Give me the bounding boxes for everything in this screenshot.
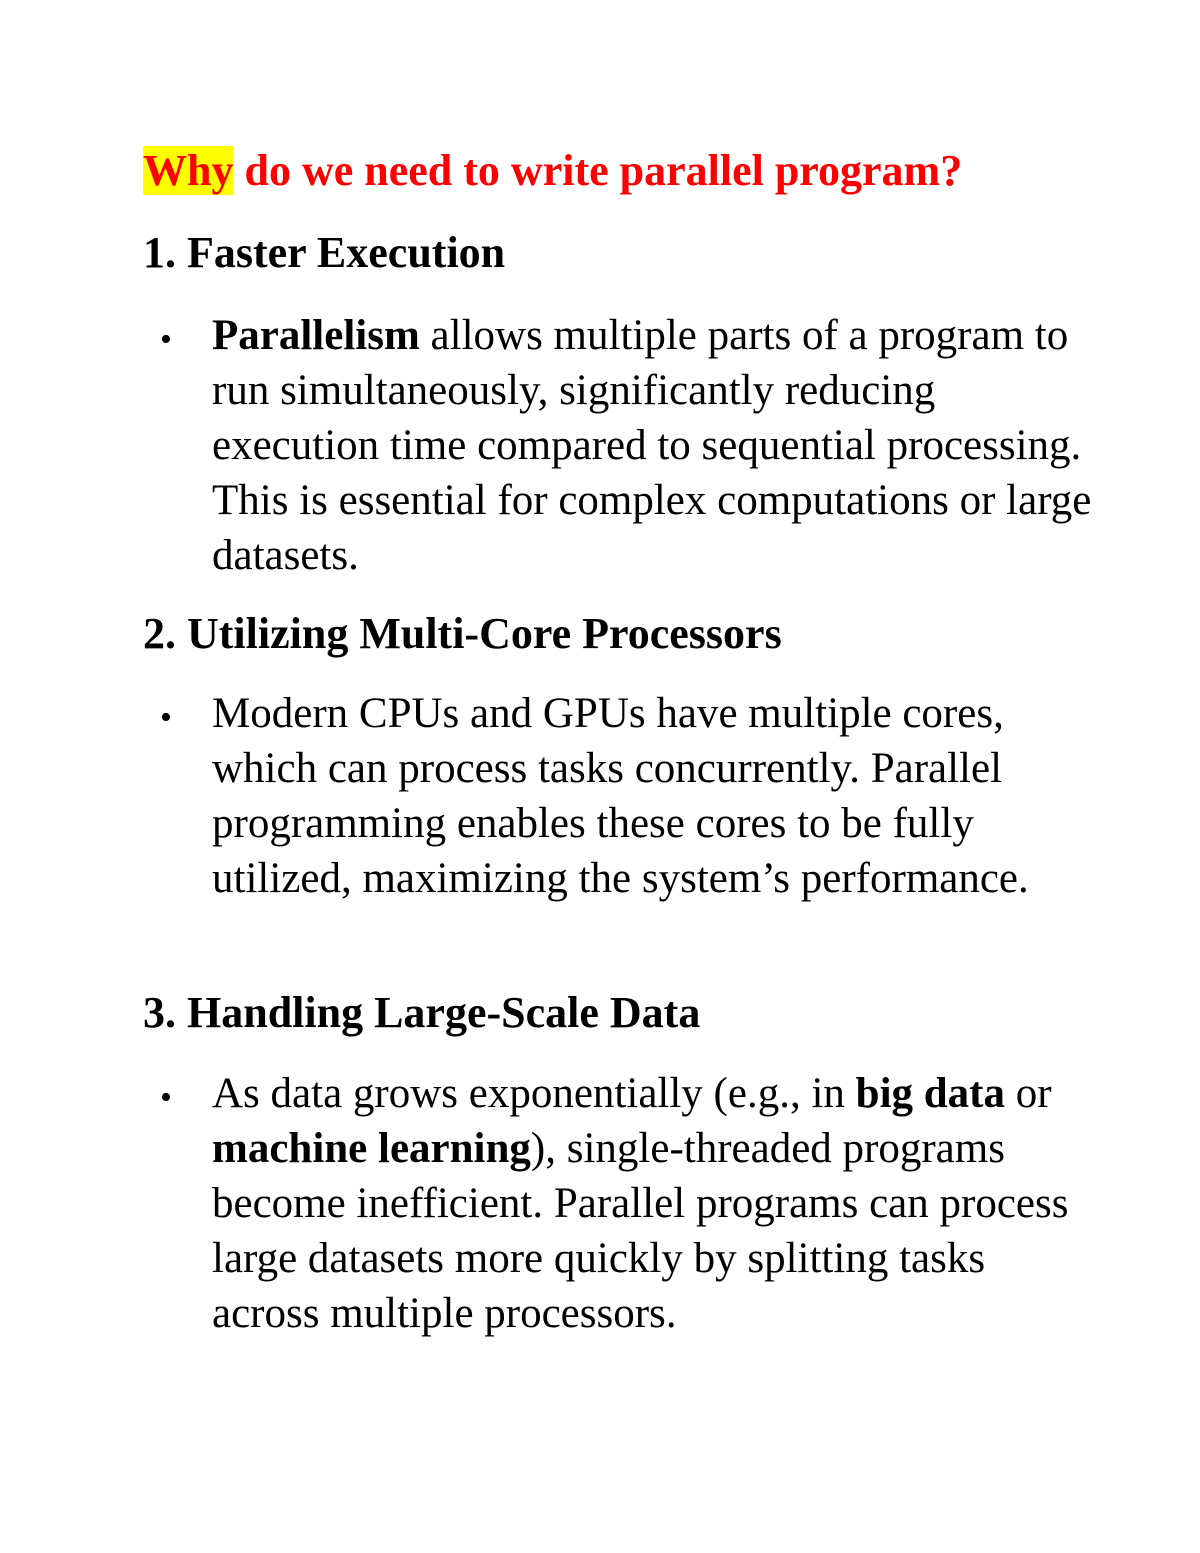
paragraph-text: or: [1005, 1070, 1052, 1117]
section-paragraph-large-scale-data: [212, 1066, 1092, 1341]
section-paragraph-multi-core: [212, 686, 1092, 906]
paragraph-text: Modern CPUs and GPUs have multiple cores, which can process tasks concurrently. Parallel programming enables these cores to be fully utilized, maximizing the system’s performance.: [212, 690, 1029, 902]
page-title: [143, 140, 962, 202]
title-highlight-word: Why: [143, 146, 234, 195]
bullet-marker: •: [160, 699, 172, 736]
paragraph-text: As data grows exponentially (e.g., in: [212, 1070, 856, 1117]
bullet-marker: •: [160, 321, 172, 358]
section-heading-faster-execution: 1. Faster Execution: [143, 228, 506, 277]
paragraph-text: ), single-threaded programs become inefficient. Parallel programs can process large datasets more quickly by splitting tasks across multiple processors.: [212, 1125, 1069, 1337]
bold-term-machine-learning: machine learning: [212, 1125, 531, 1172]
title-rest: do we need to write parallel program?: [233, 146, 963, 195]
bold-term-big-data: big data: [855, 1070, 1006, 1117]
section-paragraph-faster-execution: [212, 308, 1092, 583]
bullet-marker: •: [160, 1079, 172, 1116]
paragraph-text: allows multiple parts of a program to run simultaneously, significantly reducing execution time compared to sequential processing. This is essential for complex computations or large datasets.: [212, 312, 1092, 579]
section-heading-large-scale-data: 3. Handling Large-Scale Data: [143, 988, 701, 1037]
bold-term-parallelism: Parallelism: [212, 312, 420, 359]
section-heading-multi-core: 2. Utilizing Multi-Core Processors: [143, 609, 782, 658]
